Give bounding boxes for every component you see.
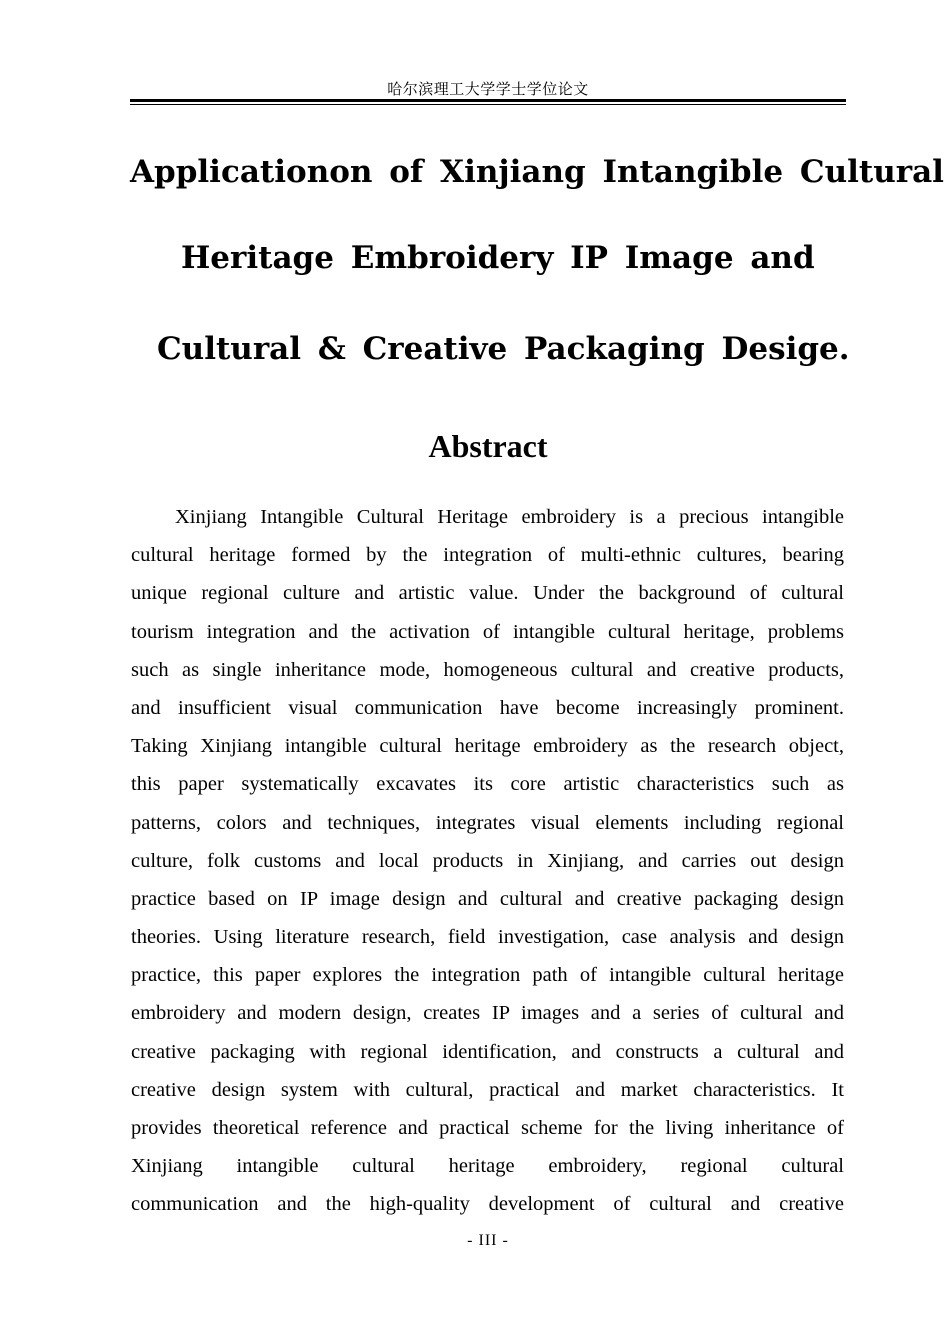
running-header: 哈尔滨理工大学学士学位论文 xyxy=(387,82,589,98)
title-line-2: Heritage Embroidery IP Image and xyxy=(181,240,815,276)
abstract-line: Taking Xinjiang intangible cultural heritage embroidery as the research object, xyxy=(131,735,844,758)
abstract-heading: Abstract xyxy=(428,428,548,464)
abstract-line: culture, folk customs and local products in Xinjiang, and carries out design xyxy=(131,849,844,872)
abstract-body xyxy=(131,498,844,1224)
abstract-line: communication and the high-quality development of cultural and creative xyxy=(131,1193,844,1216)
title-line-3: Cultural & Creative Packaging Desige. xyxy=(157,331,850,367)
abstract-line: cultural heritage formed by the integration of multi-ethnic cultures, bearing xyxy=(131,544,844,567)
header-rule-thin xyxy=(130,104,846,105)
abstract-line: theories. Using literature research, field investigation, case analysis and design xyxy=(131,926,844,949)
abstract-line: creative packaging with regional identification, and constructs a cultural and xyxy=(131,1040,844,1063)
abstract-line: embroidery and modern design, creates IP images and a series of cultural and xyxy=(131,1002,844,1025)
abstract-line: provides theoretical reference and practical scheme for the living inheritance of xyxy=(131,1117,844,1139)
abstract-line: tourism integration and the activation of intangible cultural heritage, problems xyxy=(131,620,844,643)
abstract-line: Xinjiang Intangible Cultural Heritage embroidery is a precious intangible xyxy=(175,506,844,528)
header-rule-thick xyxy=(130,99,846,102)
abstract-line: practice based on IP image design and cultural and creative packaging design xyxy=(131,887,844,910)
abstract-line: this paper systematically excavates its core artistic characteristics such as xyxy=(131,773,844,796)
abstract-line: and insufficient visual communication have become increasingly prominent. xyxy=(131,696,844,719)
abstract-line: Xinjiang intangible cultural heritage embroidery, regional cultural xyxy=(131,1155,844,1178)
abstract-line: creative design system with cultural, practical and market characteristics. It xyxy=(131,1078,844,1101)
abstract-line: practice, this paper explores the integration path of intangible cultural heritage xyxy=(131,964,844,987)
abstract-line: unique regional culture and artistic value. Under the background of cultural xyxy=(131,582,844,605)
title-line-1: Applicationon of Xinjiang Intangible Cultural xyxy=(130,154,944,190)
abstract-line: such as single inheritance mode, homogeneous cultural and creative products, xyxy=(131,658,844,681)
abstract-line: patterns, colors and techniques, integrates visual elements including regional xyxy=(131,811,844,834)
page-number: - III - xyxy=(467,1232,509,1249)
